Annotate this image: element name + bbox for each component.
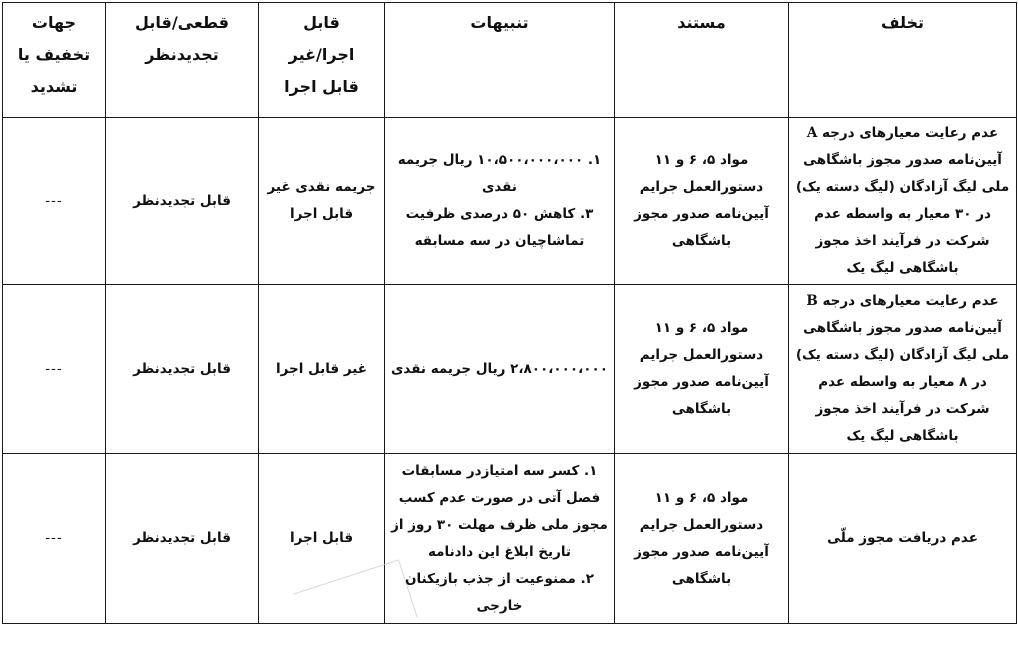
document-line: مواد ۵، ۶ و ۱۱	[654, 152, 749, 168]
violation-prefix: عدم رعایت معیارهای درجه	[817, 293, 999, 309]
cell-mitigation	[3, 454, 106, 624]
header-row	[3, 3, 1017, 118]
cell-violation	[789, 118, 1017, 285]
cell-enforceability	[259, 118, 385, 285]
header-violation-label: تخلف	[880, 13, 925, 32]
header-mitigation-line: تخفیف یا	[17, 45, 91, 64]
finality-text: قابل تجدیدنظر	[133, 360, 231, 377]
document-line: مواد ۵، ۶ و ۱۱	[654, 320, 749, 336]
cell-mitigation	[3, 118, 106, 285]
header-finality	[106, 3, 259, 118]
cell-enforceability	[259, 285, 385, 454]
violation-text: آیین‌نامه صدور مجوز باشگاهی ملی لیگ آزادگان (لیگ دسته یک) در ۸ معیار به واسطه عدم شرکت در فرآیند اخذ مجوز باشگاهی لیگ یک	[795, 320, 1010, 444]
violation-text: آیین‌نامه صدور مجوز باشگاهی ملی لیگ آزادگان (لیگ دسته یک) در ۳۰ معیار به واسطه عدم شرکت در فرآیند اخذ مجوز باشگاهی لیگ یک	[795, 152, 1010, 276]
enforceability-line: قابل اجرا	[289, 206, 354, 222]
header-mitigation-line: جهات	[31, 13, 77, 32]
finality-text: قابل تجدیدنظر	[133, 192, 231, 209]
table-row	[3, 285, 1017, 454]
header-finality-line: قطعی/قابل	[135, 13, 229, 32]
document-line: دستورالعمل جرایم	[639, 516, 764, 533]
cell-violation	[789, 285, 1017, 454]
cell-document	[615, 454, 789, 624]
cell-penalties	[385, 454, 615, 624]
header-violation	[789, 3, 1017, 118]
cell-enforceability	[259, 454, 385, 624]
table-row	[3, 118, 1017, 285]
cell-mitigation	[3, 285, 106, 454]
cell-finality	[106, 118, 259, 285]
enforceability-line: غیر قابل اجرا	[276, 360, 367, 377]
header-document	[615, 3, 789, 118]
violation-text: عدم دریافت مجوز ملّی	[827, 530, 978, 546]
document-line: آیین‌نامه صدور مجوز	[634, 543, 769, 560]
header-mitigation-line: تشدید	[30, 77, 78, 96]
penalty-table	[2, 2, 1017, 624]
mitigation-text: ---	[45, 360, 63, 377]
document-line: آیین‌نامه صدور مجوز	[634, 206, 769, 222]
cell-penalties	[385, 118, 615, 285]
header-enforceability-line: اجرا/غیر	[288, 45, 355, 64]
cell-document	[615, 285, 789, 454]
cell-finality	[106, 454, 259, 624]
header-enforceability-line: قابل اجرا	[284, 77, 359, 96]
penalty-item: ۲. ممنوعیت از جذب بازیکنان خارجی	[404, 570, 594, 614]
header-mitigation	[3, 3, 106, 118]
violation-grade: A	[806, 125, 818, 141]
finality-text: قابل تجدیدنظر	[133, 530, 231, 546]
penalty-item: ۱. کسر سه امتیازدر مسابقات فصل آتی در صورت عدم کسب مجوز ملی ظرف مهلت ۳۰ روز از تاریخ ابلاغ این دادنامه	[391, 462, 608, 560]
header-enforceability-line: قابل	[303, 13, 340, 32]
cell-violation	[789, 454, 1017, 624]
document-line: دستورالعمل جرایم	[639, 179, 764, 195]
table-row	[3, 454, 1017, 624]
mitigation-text: ---	[45, 530, 63, 546]
cell-document	[615, 118, 789, 285]
header-finality-line: تجدیدنظر	[145, 45, 219, 64]
mitigation-text: ---	[45, 192, 63, 209]
penalty-item: ۳. کاهش ۵۰ درصدی ظرفیت	[405, 206, 594, 222]
document-line: باشگاهی	[671, 233, 732, 249]
header-document-label: مستند	[677, 13, 726, 32]
header-enforceability	[259, 3, 385, 118]
violation-prefix: عدم رعایت معیارهای درجه	[817, 125, 999, 141]
document-line: دستورالعمل جرایم	[639, 347, 764, 363]
enforceability-line: جریمه نقدی غیر	[267, 179, 376, 195]
penalty-item: ۱. ۱۰،۵۰۰،۰۰۰،۰۰۰ ریال جریمه نقدی	[397, 152, 602, 195]
document-line: باشگاهی	[671, 570, 732, 587]
document-line: باشگاهی	[671, 401, 732, 417]
header-penalties-label: تنبیهات	[470, 13, 529, 32]
penalty-item: تماشاچیان در سه مسابقه	[414, 233, 585, 249]
document-line: مواد ۵، ۶ و ۱۱	[654, 489, 749, 506]
enforceability-line: قابل اجرا	[289, 530, 354, 546]
penalty-item: ۲،۸۰۰،۰۰۰،۰۰۰ ریال جریمه نقدی	[391, 360, 608, 377]
cell-penalties	[385, 285, 615, 454]
cell-finality	[106, 285, 259, 454]
document-line: آیین‌نامه صدور مجوز	[634, 374, 769, 390]
header-penalties	[385, 3, 615, 118]
violation-grade: B	[806, 293, 818, 309]
